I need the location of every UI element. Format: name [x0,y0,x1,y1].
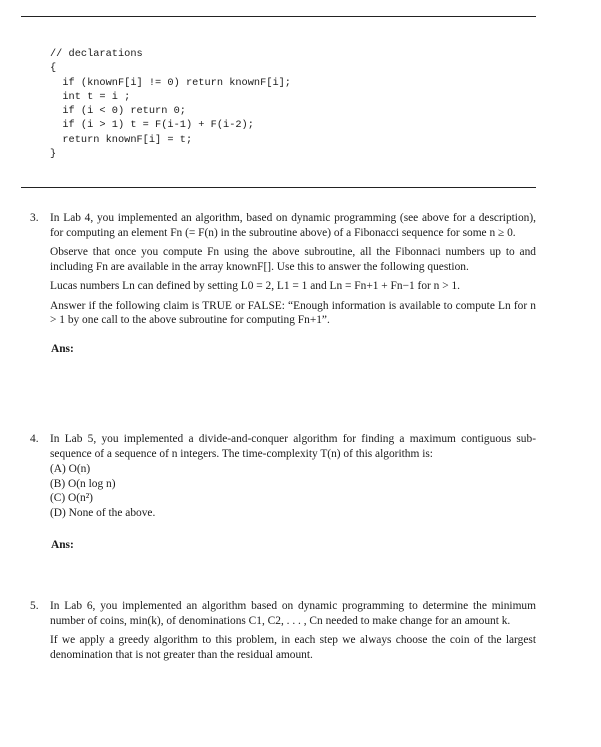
question-3 [30,211,536,356]
answer-label: Ans: [51,539,74,551]
option-c: (C) O(n²) [50,492,93,504]
code-line: return knownF[i] = t; [50,133,193,146]
question-4-intro: In Lab 5, you implemented a divide-and-conquer algorithm for finding a maximum contiguous sub-sequence of a sequence of n integers. The time-complexity T(n) of this algorithm is: [50,433,536,460]
question-3-claim: Answer if the following claim is TRUE or FALSE: “Enough information is available to compute Ln for n > 1 by one call to the above subroutine for computing Fn+1”. [50,299,536,326]
option-d: (D) None of the above. [50,506,156,519]
top-rule [21,16,536,17]
code-line: int t = i ; [50,90,131,103]
question-number: 3. [30,212,39,224]
code-block [50,47,291,161]
question-number: 4. [30,433,39,445]
option-b: (B) O(n log n) [50,477,116,490]
question-5-intro: In Lab 6, you implemented an algorithm based on dynamic programming to determine the minimum number of coins, min(k), of denominations C1, C2, . . . , Cn needed to make change for an amount k. [50,600,536,627]
question-3-lucas-definition: Lucas numbers Ln can defined by setting L0 = 2, L1 = 1 and Ln = Fn+1 + Fn−1 for n > 1. [50,280,461,292]
code-close-brace: } [50,148,57,161]
code-line: if (knownF[i] != 0) return knownF[i]; [50,76,291,89]
question-4 [30,432,536,553]
question-5 [30,599,536,667]
code-line: if (i > 1) t = F(i-1) + F(i-2); [50,119,254,132]
mid-rule [21,187,536,188]
option-a: (A) O(n) [50,463,91,475]
question-number: 5. [30,600,39,612]
code-line: if (i < 0) return 0; [50,105,186,118]
question-5-greedy: If we apply a greedy algorithm to this problem, in each step we always choose the coin of the largest denomination that is not greater than the residual amount. [50,634,536,661]
code-comment: // declarations [50,48,143,60]
answer-label: Ans: [51,342,74,355]
code-open-brace: { [50,62,57,75]
question-3-intro: In Lab 4, you implemented an algorithm, based on dynamic programming (see above for a description), for computing an element Fn (= F(n) in the subroutine above) of a Fibonacci sequence for some n ≥ 0. [50,212,536,239]
question-3-observation: Observe that once you compute Fn using the above subroutine, all the Fibonnaci numbers up to and including Fn are available in the array knownF[]. Use this to answer the following question. [50,246,536,273]
